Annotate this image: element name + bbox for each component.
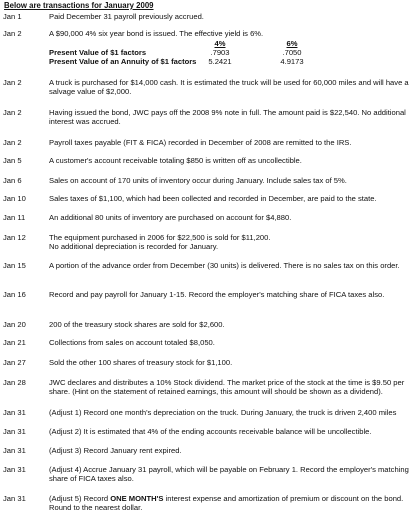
transaction-entry xyxy=(3,494,416,513)
transaction-entry xyxy=(3,233,416,252)
pv-factor-4: .7903 xyxy=(210,48,230,57)
transaction-entry xyxy=(3,261,416,270)
present-value-table xyxy=(3,39,416,66)
entry-text xyxy=(49,494,416,513)
entry-text-part: (Adjust 5) Record xyxy=(49,494,111,503)
transaction-entry xyxy=(3,446,416,455)
transaction-entry xyxy=(3,194,416,203)
entry-date: Jan 2 xyxy=(3,108,22,117)
entry-text: A portion of the advance order from December (30 units) is delivered. There is no sales tax on this order. xyxy=(49,261,400,270)
entry-date: Jan 2 xyxy=(3,138,22,147)
entry-date: Jan 15 xyxy=(3,261,26,270)
entry-text: (Adjust 3) Record January rent expired. xyxy=(49,446,182,455)
entry-date: Jan 21 xyxy=(3,338,26,347)
entry-date: Jan 1 xyxy=(3,12,22,21)
transaction-entry xyxy=(3,378,416,397)
entry-date: Jan 28 xyxy=(3,378,26,387)
entry-text: JWC declares and distributes a 10% Stock dividend. The market price of the stock at the time is $9.50 per share. (Hint on the statement of retained earnings, this amount will should be shown as a dividend). xyxy=(49,378,405,397)
pv-factor-6: .7050 xyxy=(282,48,302,57)
page-heading: Below are transactions for January 2009 xyxy=(4,1,154,10)
pva-factor-label: Present Value of an Annuity of $1 factors xyxy=(49,57,197,66)
pv-factor-label: Present Value of $1 factors xyxy=(49,48,147,57)
entry-date: Jan 6 xyxy=(3,176,22,185)
entry-text: A truck is purchased for $14,000 cash. It is estimated the truck will be used for 60,000 miles and will have a salvage value of $2,000. xyxy=(49,78,409,97)
transaction-entry xyxy=(3,78,416,97)
entry-text: Sales taxes of $1,100, which had been collected and recorded in December, are paid to the state. xyxy=(49,194,377,203)
entry-text: Payroll taxes payable (FIT & FICA) recorded in December of 2008 are remitted to the IRS. xyxy=(49,138,352,147)
entry-date: Jan 20 xyxy=(3,320,26,329)
entry-date: Jan 31 xyxy=(3,427,26,436)
rate-6-header: 6% xyxy=(286,39,298,48)
transaction-entry xyxy=(3,320,416,329)
entry-date: Jan 2 xyxy=(3,78,22,87)
entry-text: A $90,000 4% six year bond is issued. The effective yield is 6%. xyxy=(49,29,264,38)
entry-text-line2: No additional depreciation is recorded for January. xyxy=(49,242,219,252)
transaction-entry xyxy=(3,290,416,299)
entry-date: Jan 31 xyxy=(3,446,26,455)
transaction-entry xyxy=(3,176,416,185)
entry-text: Having issued the bond, JWC pays off the 2008 9% note in full. The amount paid is $22,540. No additional interest was accrued. xyxy=(49,108,406,127)
entry-date: Jan 16 xyxy=(3,290,26,299)
transaction-entry xyxy=(3,12,416,21)
entry-text: (Adjust 1) Record one month's depreciation on the truck. During January, the truck is driven 2,400 miles xyxy=(49,408,397,417)
entry-text: 200 of the treasury stock shares are sold for $2,600. xyxy=(49,320,225,329)
pva-factor-6: 4.9173 xyxy=(280,57,304,66)
transaction-entry xyxy=(3,156,416,165)
pva-factor-4: 5.2421 xyxy=(208,57,232,66)
entry-date: Jan 31 xyxy=(3,494,26,503)
transaction-entry xyxy=(3,138,416,147)
entry-date: Jan 31 xyxy=(3,465,26,474)
entry-text-part: interest expense and amortization of premium or discount on the bond. Round to the nearest dollar. xyxy=(49,494,404,513)
entry-text: Sales on account of 170 units of inventory occur during January. Include sales tax of 5%. xyxy=(49,176,347,185)
entry-date: Jan 10 xyxy=(3,194,26,203)
transaction-entry xyxy=(3,29,416,38)
entry-text: An additional 80 units of inventory are purchased on account for $4,880. xyxy=(49,213,292,222)
emphasis-text: ONE MONTH'S xyxy=(110,494,164,503)
entry-text: (Adjust 4) Accrue January 31 payroll, which will be payable on February 1. Record the employer's matching share of FICA taxes also. xyxy=(49,465,409,484)
entry-date: Jan 31 xyxy=(3,408,26,417)
transaction-entry xyxy=(3,465,416,484)
transaction-entry xyxy=(3,338,416,347)
entry-text: Sold the other 100 shares of treasury stock for $1,100. xyxy=(49,358,233,367)
entry-text: (Adjust 2) It is estimated that 4% of the ending accounts receivable balance will be uncollectible. xyxy=(49,427,372,436)
transaction-entry xyxy=(3,213,416,222)
entry-date: Jan 27 xyxy=(3,358,26,367)
entry-text: Collections from sales on account totaled $8,050. xyxy=(49,338,215,347)
entry-date: Jan 2 xyxy=(3,29,22,38)
transaction-entry xyxy=(3,108,416,127)
entry-text: The equipment purchased in 2006 for $22,500 is sold for $11,200. xyxy=(49,233,271,242)
entry-text: A customer's account receivable totaling $850 is written off as uncollectible. xyxy=(49,156,302,165)
rate-4-header: 4% xyxy=(214,39,226,48)
entry-text: Record and pay payroll for January 1-15. Record the employer's matching share of FICA taxes also. xyxy=(49,290,385,299)
entry-date: Jan 12 xyxy=(3,233,26,242)
transaction-entry xyxy=(3,358,416,367)
entry-date: Jan 5 xyxy=(3,156,22,165)
entry-date: Jan 11 xyxy=(3,213,26,222)
transaction-entry xyxy=(3,427,416,436)
transaction-entry xyxy=(3,408,416,417)
entry-text: Paid December 31 payroll previously accrued. xyxy=(49,12,204,21)
